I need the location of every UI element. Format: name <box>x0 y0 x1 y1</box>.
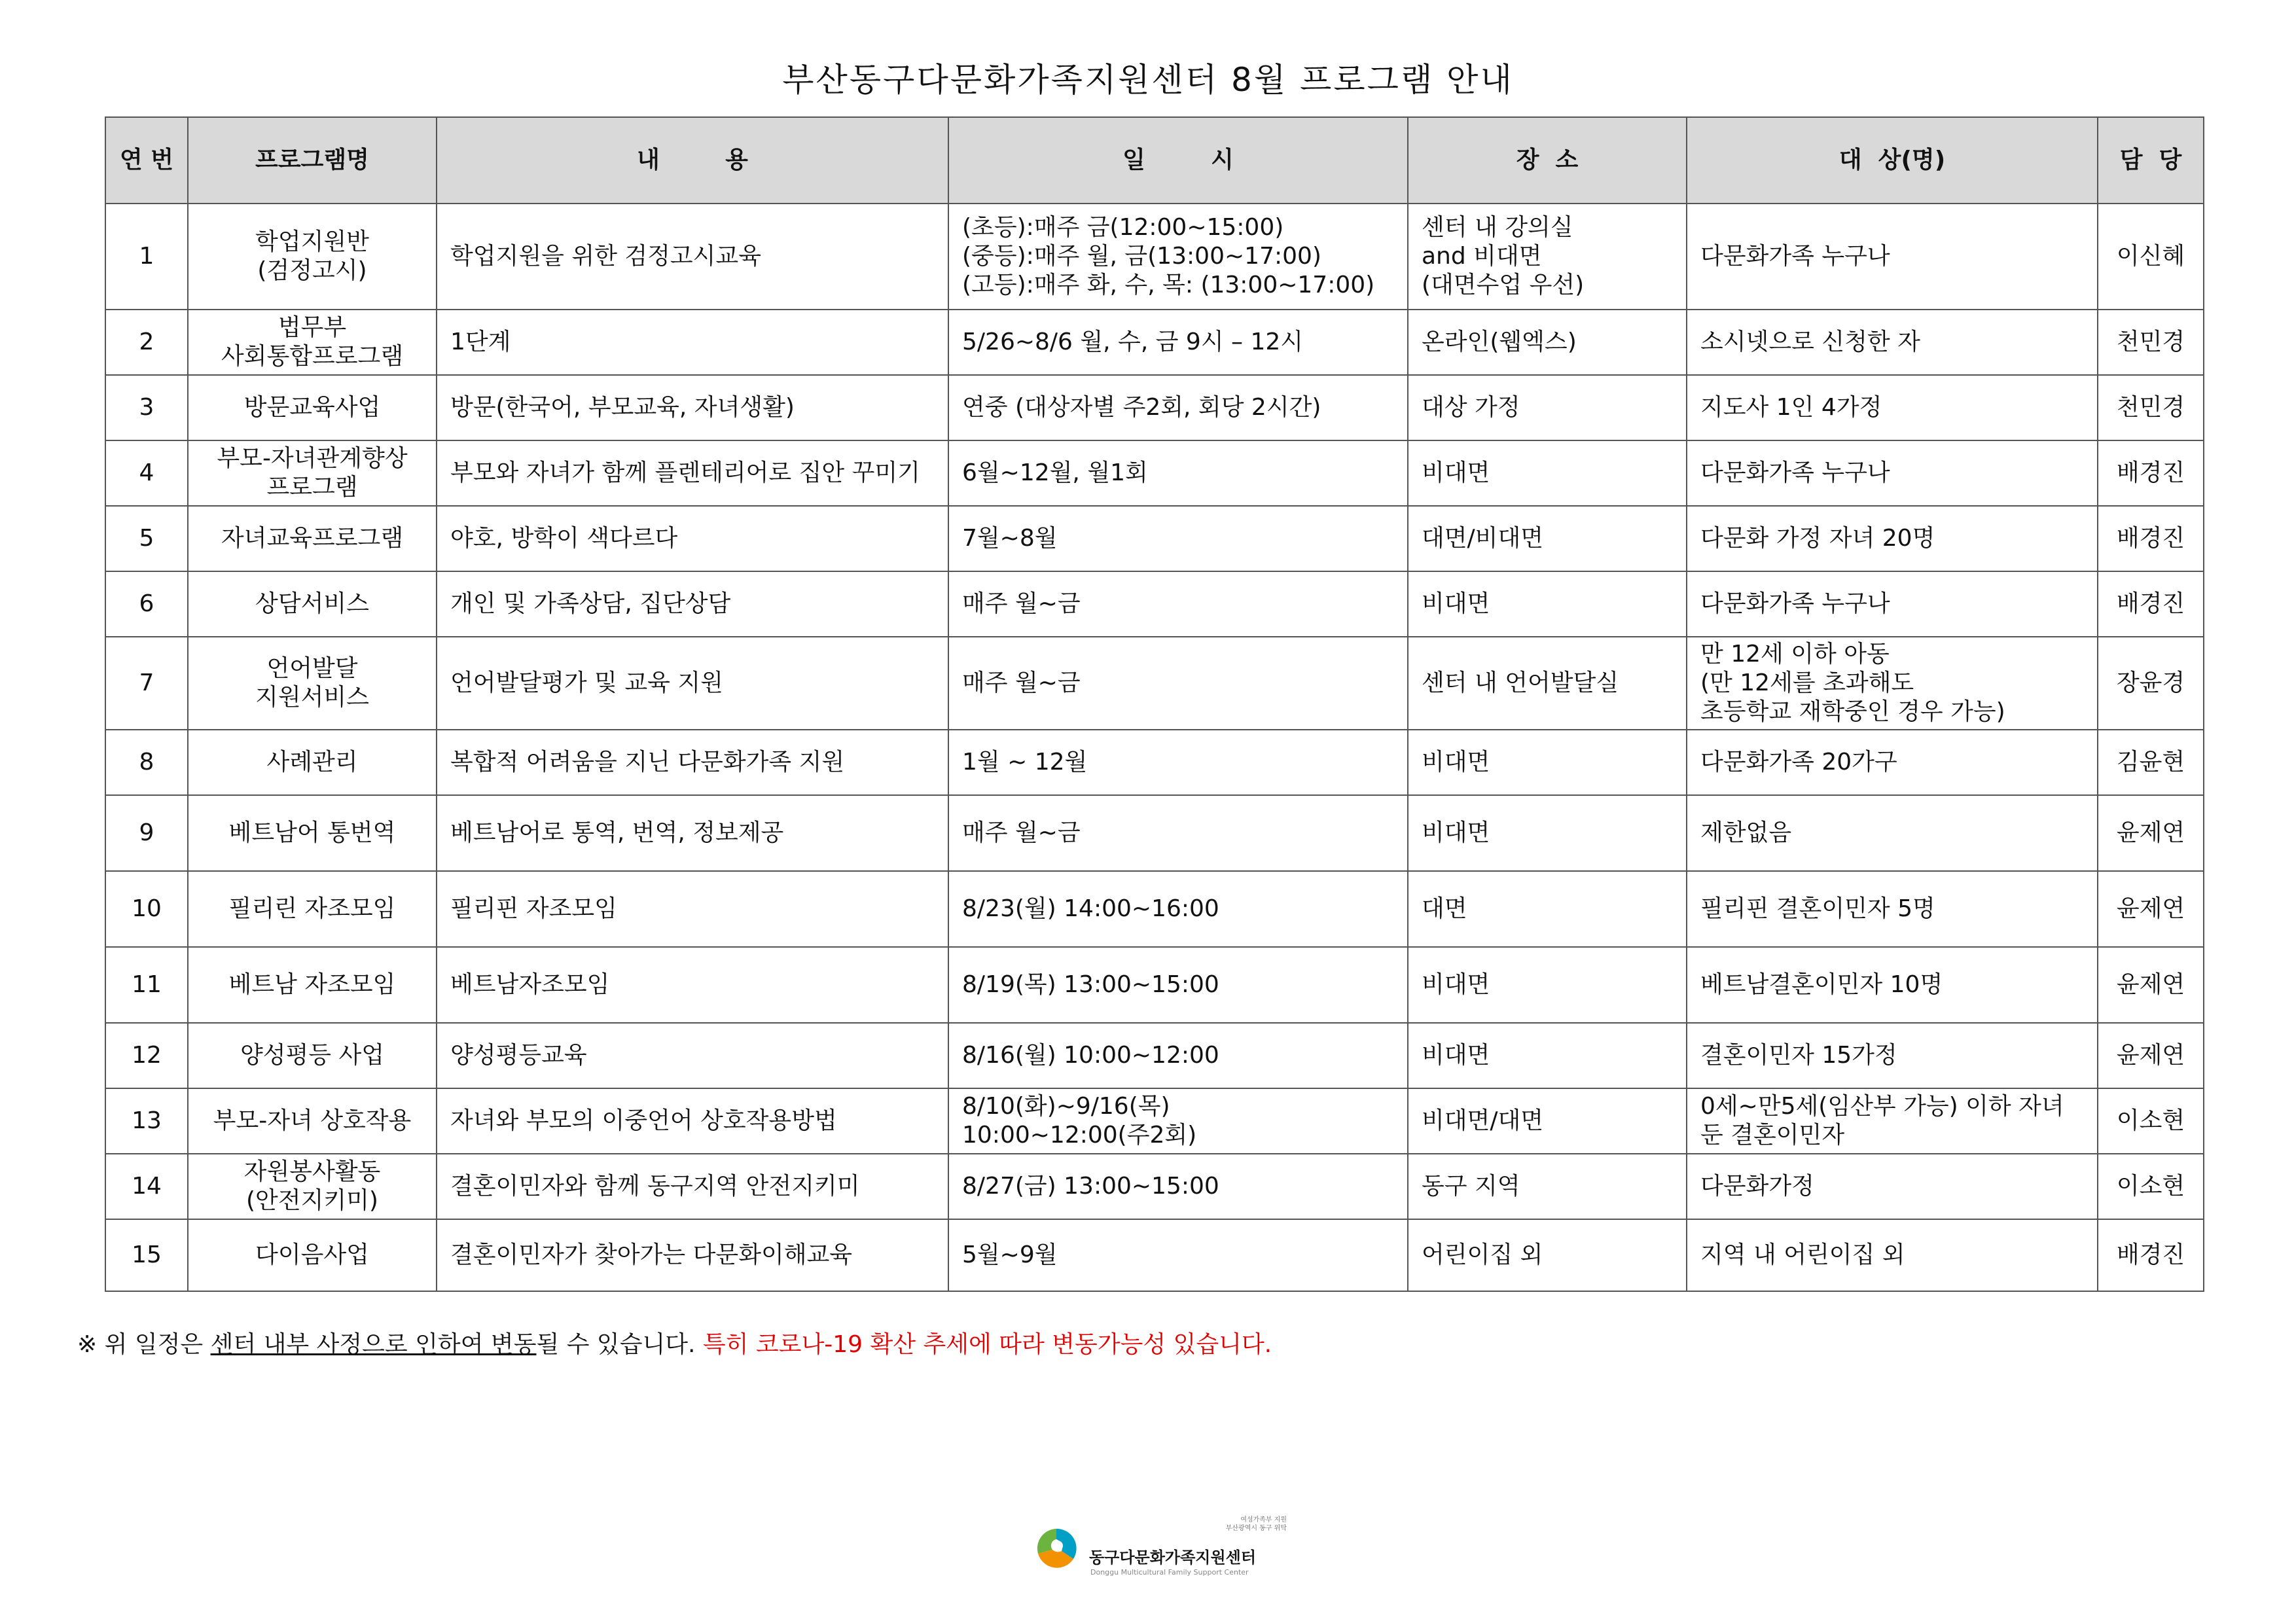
cell-no: 6 <box>105 571 188 637</box>
cell-content <box>437 1023 948 1088</box>
cell-datetime <box>948 571 1408 637</box>
cell-content <box>437 947 948 1023</box>
cell-place <box>1408 310 1687 375</box>
cell-no: 11 <box>105 947 188 1023</box>
cell-place <box>1408 571 1687 637</box>
cell-content-line: 복합적 어려움을 지닌 다문화가족 지원 <box>450 749 845 776</box>
cell-content-line: 결혼이민자가 찾아가는 다문화이해교육 <box>450 1241 853 1268</box>
cell-datetime-line: 매주 월~금 <box>962 590 1081 617</box>
header-place: 장 소 <box>1408 117 1687 204</box>
cell-target-line: 둔 결혼이민자 <box>1700 1122 1845 1149</box>
cell-target-line: 0세~만5세(임산부 가능) 이하 자녀 <box>1700 1093 2064 1120</box>
cell-manager: 천민경 <box>2098 375 2204 440</box>
cell-target <box>1687 637 2098 730</box>
cell-place <box>1408 375 1687 440</box>
cell-manager: 배경진 <box>2098 571 2204 637</box>
table-row <box>105 571 2204 637</box>
cell-datetime <box>948 440 1408 506</box>
cell-no: 4 <box>105 440 188 506</box>
cell-target <box>1687 375 2098 440</box>
cell-content-line: 양성평등교육 <box>450 1042 587 1069</box>
cell-manager: 이신혜 <box>2098 204 2204 310</box>
cell-manager: 윤제연 <box>2098 947 2204 1023</box>
cell-place-line: 비대면 <box>1422 971 1490 998</box>
cell-target-line: 다문화 가정 자녀 20명 <box>1700 525 1935 552</box>
cell-content <box>437 440 948 506</box>
cell-target-line: 소시넷으로 신청한 자 <box>1700 329 1920 355</box>
cell-program-line: 부모-자녀관계향상 <box>217 445 408 472</box>
cell-program <box>188 310 437 375</box>
cell-datetime <box>948 1219 1408 1291</box>
cell-program <box>188 947 437 1023</box>
cell-target-line: 결혼이민자 15가정 <box>1700 1042 1897 1069</box>
cell-target <box>1687 310 2098 375</box>
center-logo <box>1033 1516 1295 1581</box>
cell-program-line: (검정고시) <box>257 257 367 284</box>
cell-datetime-line: (중등):매주 월, 금(13:00~17:00) <box>962 243 1321 270</box>
cell-program <box>188 1088 437 1154</box>
cell-place <box>1408 506 1687 571</box>
cell-program-line: 법무부 <box>278 314 347 341</box>
cell-content <box>437 730 948 795</box>
cell-program-line: 자원봉사활동 <box>243 1158 381 1185</box>
cell-place <box>1408 871 1687 947</box>
cell-datetime-line: 8/23(월) 14:00~16:00 <box>962 895 1219 922</box>
cell-content-line: 개인 및 가족상담, 집단상담 <box>450 590 731 617</box>
cell-program-line: 다이음사업 <box>255 1241 369 1268</box>
cell-program-line: 상담서비스 <box>255 590 369 617</box>
cell-program-line: 방문교육사업 <box>243 394 381 421</box>
page-title: 부산동구다문화가족지원센터 8월 프로그램 안내 <box>782 61 1514 99</box>
cell-place-line: 온라인(웹엑스) <box>1422 329 1577 355</box>
cell-program-line: 양성평등 사업 <box>240 1042 385 1069</box>
cell-program-line: 베트남 자조모임 <box>228 971 396 998</box>
cell-manager: 천민경 <box>2098 310 2204 375</box>
cell-place-line: 비대면/대면 <box>1422 1107 1544 1134</box>
cell-manager: 김윤현 <box>2098 730 2204 795</box>
cell-target-line: 다문화가족 누구나 <box>1700 243 1890 270</box>
cell-content <box>437 506 948 571</box>
cell-datetime-line: 8/10(화)~9/16(목) 10:00~12:00(주2회) <box>962 1093 1197 1149</box>
cell-datetime-line: 매주 월~금 <box>962 819 1081 846</box>
cell-program <box>188 506 437 571</box>
cell-content-line: 부모와 자녀가 함께 플렌테리어로 집안 꾸미기 <box>450 459 920 486</box>
cell-program-line: 자녀교육프로그램 <box>221 525 404 552</box>
cell-target <box>1687 1219 2098 1291</box>
cell-program-line: 언어발달 <box>266 655 358 682</box>
table-row <box>105 1154 2204 1219</box>
cell-target-line: 다문화가족 누구나 <box>1700 590 1890 617</box>
cell-place <box>1408 637 1687 730</box>
cell-no: 2 <box>105 310 188 375</box>
cell-program-line: 사회통합프로그램 <box>221 343 404 370</box>
cell-content-line: 언어발달평가 및 교육 지원 <box>450 669 723 696</box>
cell-datetime-line: 8/19(목) 13:00~15:00 <box>962 971 1219 998</box>
cell-program <box>188 1154 437 1219</box>
table-row <box>105 795 2204 871</box>
cell-no: 8 <box>105 730 188 795</box>
notice-text <box>77 1326 1272 1359</box>
cell-datetime <box>948 947 1408 1023</box>
cell-datetime-line: 6월~12월, 월1회 <box>962 459 1148 486</box>
notice-underlined: 센터 내부 사정으로 인하여 변동 <box>210 1331 537 1358</box>
cell-program-line: 베트남어 통번역 <box>228 819 396 846</box>
logo-support-text: 여성가족부 지원 부산광역시 동구 위탁 <box>1225 1516 1287 1532</box>
logo-emblem-icon <box>1033 1525 1080 1572</box>
cell-place-line: (대면수업 우선) <box>1422 272 1585 298</box>
cell-datetime-line: 8/27(금) 13:00~15:00 <box>962 1173 1219 1200</box>
cell-place <box>1408 1154 1687 1219</box>
cell-place-line: 비대면 <box>1422 749 1490 776</box>
cell-no: 1 <box>105 204 188 310</box>
cell-place <box>1408 730 1687 795</box>
cell-program-line: 지원서비스 <box>255 684 369 711</box>
cell-program <box>188 730 437 795</box>
cell-target <box>1687 204 2098 310</box>
cell-program-line: (안전지키미) <box>246 1187 378 1214</box>
cell-content-line: 베트남어로 통역, 번역, 정보제공 <box>450 819 784 846</box>
cell-datetime <box>948 310 1408 375</box>
cell-place-line: 대면/비대면 <box>1422 525 1544 552</box>
cell-program <box>188 571 437 637</box>
cell-program <box>188 375 437 440</box>
table-row <box>105 440 2204 506</box>
cell-place-line: 비대면 <box>1422 1042 1490 1069</box>
logo-center-name: 동구다문화가족지원센터 <box>1089 1548 1257 1567</box>
cell-content-line: 방문(한국어, 부모교육, 자녀생활) <box>450 394 795 421</box>
cell-target <box>1687 795 2098 871</box>
cell-place <box>1408 204 1687 310</box>
table-row <box>105 310 2204 375</box>
cell-program <box>188 795 437 871</box>
table-row <box>105 506 2204 571</box>
table-row <box>105 375 2204 440</box>
cell-manager: 윤제연 <box>2098 1023 2204 1088</box>
notice-warning: 특히 코로나-19 확산 추세에 따라 변동가능성 있습니다. <box>702 1331 1272 1358</box>
cell-content-line: 야호, 방학이 색다르다 <box>450 525 678 552</box>
cell-target <box>1687 506 2098 571</box>
table-row <box>105 1023 2204 1088</box>
cell-program <box>188 440 437 506</box>
cell-content <box>437 571 948 637</box>
cell-target-line: 다문화가족 누구나 <box>1700 459 1890 486</box>
table-row <box>105 204 2204 310</box>
cell-content-line: 필리핀 자조모임 <box>450 895 617 922</box>
cell-content-line: 자녀와 부모의 이중언어 상호작용방법 <box>450 1107 837 1134</box>
notice-prefix: ※ 위 일정은 <box>77 1331 211 1358</box>
table-row <box>105 871 2204 947</box>
cell-datetime-line: 8/16(월) 10:00~12:00 <box>962 1042 1219 1069</box>
cell-program-line: 프로그램 <box>266 474 358 501</box>
cell-content <box>437 795 948 871</box>
cell-program <box>188 637 437 730</box>
cell-datetime <box>948 795 1408 871</box>
header-content: 내 용 <box>437 117 948 204</box>
cell-no: 5 <box>105 506 188 571</box>
table-row <box>105 1088 2204 1154</box>
cell-datetime-line: (고등):매주 화, 수, 목: (13:00~17:00) <box>962 272 1375 298</box>
cell-place-line: 비대면 <box>1422 459 1490 486</box>
cell-target <box>1687 571 2098 637</box>
cell-program-line: 부모-자녀 상호작용 <box>213 1107 412 1134</box>
cell-place-line: 대면 <box>1422 895 1467 922</box>
cell-target-line: 지도사 1인 4가정 <box>1700 394 1882 421</box>
table-header-row <box>105 117 2204 204</box>
cell-no: 10 <box>105 871 188 947</box>
cell-program-line: 학업지원반 <box>255 228 369 255</box>
logo-english-name: Donggu Multicultural Family Support Center <box>1090 1568 1249 1577</box>
cell-datetime <box>948 204 1408 310</box>
cell-target-line: 필리핀 결혼이민자 5명 <box>1700 895 1935 922</box>
table-body <box>105 204 2204 1291</box>
cell-datetime <box>948 871 1408 947</box>
cell-datetime <box>948 1088 1408 1154</box>
cell-datetime <box>948 730 1408 795</box>
cell-target-line: 제한없음 <box>1700 819 1792 846</box>
cell-program <box>188 871 437 947</box>
cell-target-line: 만 12세 이하 아동 <box>1700 641 1890 668</box>
cell-no: 3 <box>105 375 188 440</box>
cell-program-line: 사례관리 <box>266 749 358 776</box>
cell-datetime-line: (초등):매주 금(12:00~15:00) <box>962 214 1284 241</box>
cell-datetime-line: 매주 월~금 <box>962 669 1081 696</box>
cell-manager: 이소현 <box>2098 1088 2204 1154</box>
cell-program-line: 필리린 자조모임 <box>228 895 396 922</box>
cell-program <box>188 1219 437 1291</box>
cell-target-line: 다문화가정 <box>1700 1173 1814 1200</box>
cell-no: 13 <box>105 1088 188 1154</box>
cell-program <box>188 1023 437 1088</box>
cell-no: 14 <box>105 1154 188 1219</box>
cell-no: 12 <box>105 1023 188 1088</box>
cell-place-line: 비대면 <box>1422 590 1490 617</box>
cell-target-line: (만 12세를 초과해도 <box>1700 669 1914 696</box>
cell-target <box>1687 440 2098 506</box>
table-row <box>105 730 2204 795</box>
cell-manager: 이소현 <box>2098 1154 2204 1219</box>
cell-datetime <box>948 375 1408 440</box>
cell-place-line: 동구 지역 <box>1422 1173 1520 1200</box>
header-no: 연 번 <box>105 117 188 204</box>
cell-manager: 배경진 <box>2098 440 2204 506</box>
cell-datetime-line: 7월~8월 <box>962 525 1058 552</box>
cell-place <box>1408 440 1687 506</box>
cell-datetime <box>948 637 1408 730</box>
cell-content <box>437 204 948 310</box>
cell-no: 9 <box>105 795 188 871</box>
cell-place-line: 비대면 <box>1422 819 1490 846</box>
cell-content <box>437 375 948 440</box>
program-schedule-table <box>105 116 2204 1292</box>
cell-no: 7 <box>105 637 188 730</box>
cell-content-line: 학업지원을 위한 검정고시교육 <box>450 243 761 270</box>
cell-content-line: 1단계 <box>450 329 511 355</box>
cell-content <box>437 310 948 375</box>
cell-content-line: 베트남자조모임 <box>450 971 610 998</box>
cell-datetime-line: 5/26~8/6 월, 수, 금 9시 – 12시 <box>962 329 1304 355</box>
cell-content <box>437 1219 948 1291</box>
table-row <box>105 947 2204 1023</box>
cell-datetime-line: 1월 ~ 12월 <box>962 749 1088 776</box>
cell-target <box>1687 1088 2098 1154</box>
table-row <box>105 637 2204 730</box>
cell-target-line: 초등학교 재학중인 경우 가능) <box>1700 698 2005 725</box>
header-target: 대 상(명) <box>1687 117 2098 204</box>
cell-place <box>1408 1023 1687 1088</box>
notice-middle: 될 수 있습니다. <box>536 1331 703 1358</box>
cell-place <box>1408 947 1687 1023</box>
cell-content <box>437 1154 948 1219</box>
cell-manager: 배경진 <box>2098 506 2204 571</box>
cell-datetime <box>948 1023 1408 1088</box>
header-datetime: 일 시 <box>948 117 1408 204</box>
cell-place-line: 센터 내 언어발달실 <box>1422 669 1619 696</box>
cell-no: 15 <box>105 1219 188 1291</box>
cell-target <box>1687 947 2098 1023</box>
cell-program <box>188 204 437 310</box>
cell-target-line: 지역 내 어린이집 외 <box>1700 1241 1905 1268</box>
cell-manager: 배경진 <box>2098 1219 2204 1291</box>
cell-place <box>1408 795 1687 871</box>
header-manager: 담 당 <box>2098 117 2204 204</box>
cell-target-line: 다문화가족 20가구 <box>1700 749 1897 776</box>
cell-place-line: 어린이집 외 <box>1422 1241 1543 1268</box>
cell-target <box>1687 1023 2098 1088</box>
cell-datetime-line: 5월~9월 <box>962 1241 1058 1268</box>
cell-content <box>437 871 948 947</box>
cell-place-line: 센터 내 강의실 <box>1422 214 1573 241</box>
cell-target-line: 베트남결혼이민자 10명 <box>1700 971 1943 998</box>
cell-place <box>1408 1088 1687 1154</box>
cell-place-line: and 비대면 <box>1422 243 1542 270</box>
cell-datetime <box>948 506 1408 571</box>
cell-manager: 장윤경 <box>2098 637 2204 730</box>
header-program: 프로그램명 <box>188 117 437 204</box>
cell-content <box>437 637 948 730</box>
cell-content-line: 결혼이민자와 함께 동구지역 안전지키미 <box>450 1173 860 1200</box>
cell-manager: 윤제연 <box>2098 795 2204 871</box>
cell-target <box>1687 1154 2098 1219</box>
cell-datetime-line: 연중 (대상자별 주2회, 회당 2시간) <box>962 394 1321 421</box>
cell-place <box>1408 1219 1687 1291</box>
cell-datetime <box>948 1154 1408 1219</box>
cell-place-line: 대상 가정 <box>1422 394 1520 421</box>
cell-target <box>1687 730 2098 795</box>
cell-target <box>1687 871 2098 947</box>
cell-manager: 윤제연 <box>2098 871 2204 947</box>
table-row <box>105 1219 2204 1291</box>
cell-content <box>437 1088 948 1154</box>
